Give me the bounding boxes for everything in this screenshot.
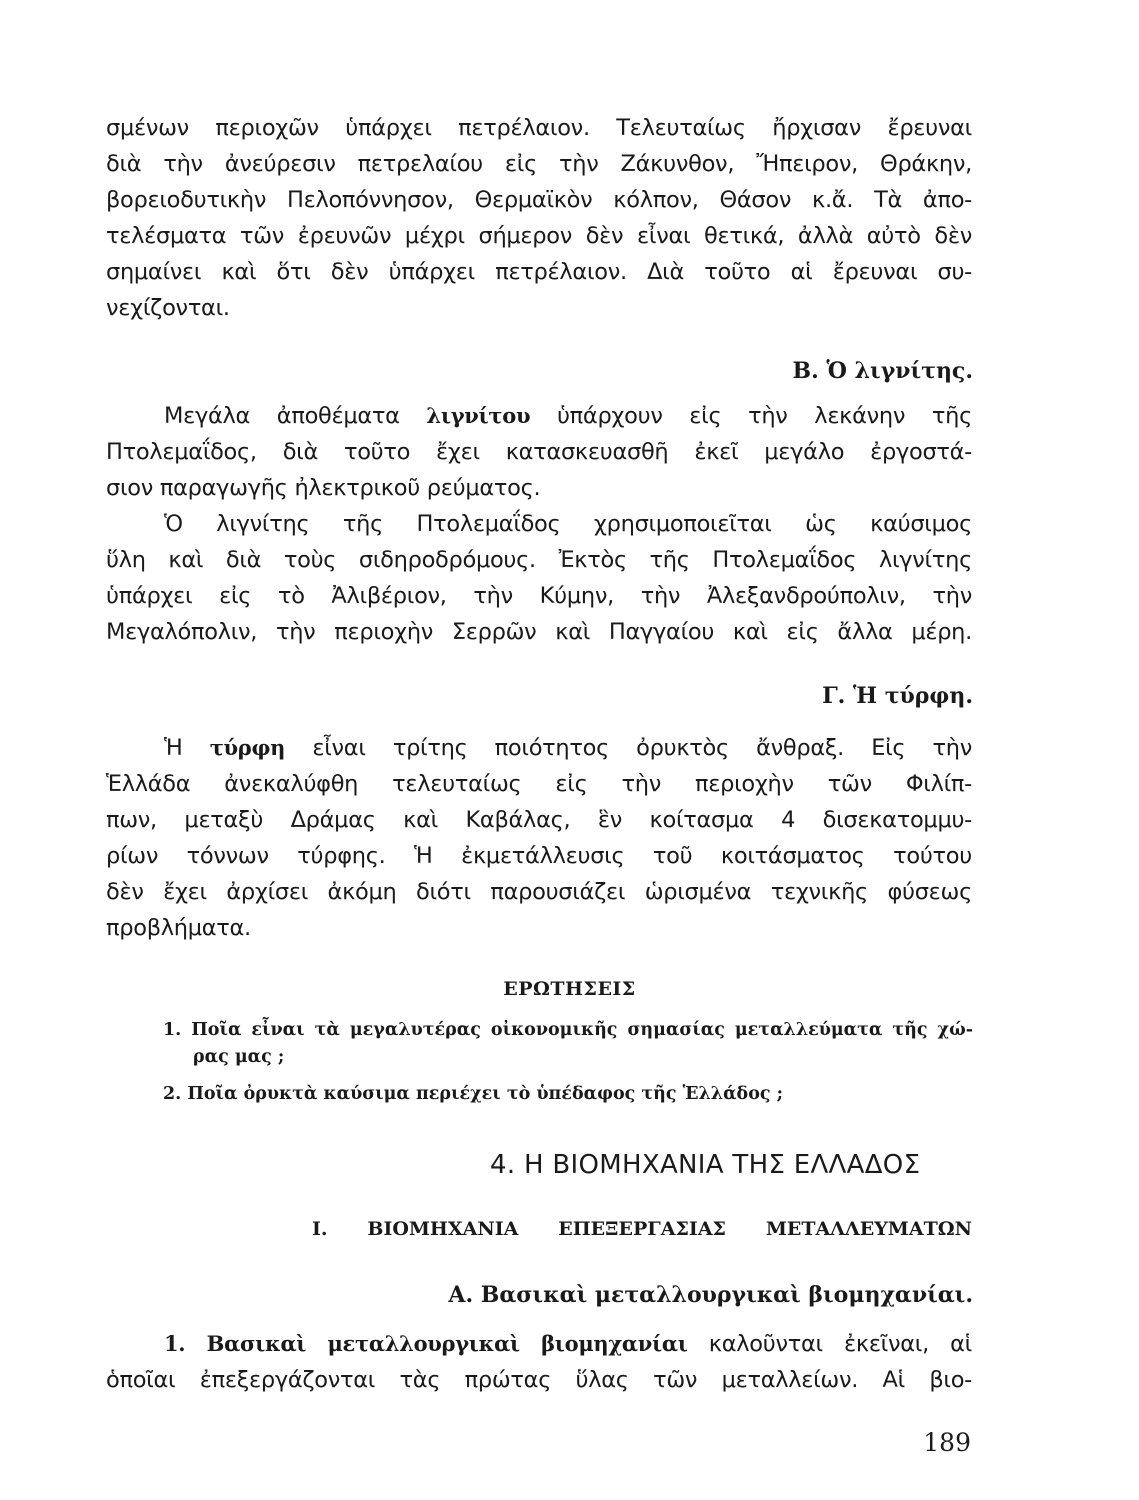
text-line: σημαίνει καὶ ὅτι δὲν ὑπάρχει πετρέλαιον. Διὰ τοῦτο αἱ ἔρευναι συ- [106, 259, 972, 285]
text-line: προβλήματα. [106, 915, 251, 941]
questions-list [163, 1017, 973, 1108]
subsection-title: Α. Βασικαὶ μεταλλουργικαὶ βιομηχανίαι. [448, 1282, 973, 1308]
peat-p-start: Ἡ [164, 735, 183, 761]
text-line: νεχίζονται. [106, 295, 230, 321]
question-1-line-2: ρας μας ; [193, 1047, 285, 1067]
petroleum-paragraph [106, 110, 972, 326]
text-line: βορειοδυτικὴν Πελοπόννησον, Θερμαϊκὸν κόλπον, Θάσον κ.ἄ. Τὰ ἀπο- [106, 187, 972, 213]
peat-p-rest: εἶναι τρίτης ποιότητος ὀρυκτὸς ἄνθραξ. Εἰς τὴν [312, 735, 972, 761]
text-line: Πτολεμαΐδος, διὰ τοῦτο ἔχει κατασκευασθῆ ἐκεῖ μεγάλο ἐργοστά- [106, 439, 972, 465]
text-line: πων, μεταξὺ Δράμας καὶ Καβάλας, ἓν κοίτασμα 4 δισεκατομμυ- [106, 807, 972, 833]
text-line: ρίων τόννων τύρφης. Ἡ ἐκμετάλλευσις τοῦ κοιτάσματος τούτου [106, 843, 972, 869]
lignite-p1-start: Μεγάλα ἀποθέματα [164, 403, 400, 429]
text-line: ὑπάρχει εἰς τὸ Ἀλιβέριον, τὴν Κύμην, τὴν Ἀλεξανδρούπολιν, τὴν [106, 583, 972, 609]
peat-heading: Γ. Ἡ τύρφη. [822, 683, 973, 709]
industry-bold-term: 1. Βασικαὶ μεταλλουργικαὶ βιομηχανίαι [164, 1331, 688, 1356]
text-line: τελέσματα τῶν ἐρευνῶν μέχρι σήμερον δὲν εἶναι θετικά, ἀλλὰ αὐτὸ δὲν [106, 223, 972, 249]
lignite-section [106, 398, 972, 650]
industry-p-rest: καλοῦνται ἐκεῖναι, αἱ [708, 1331, 972, 1357]
question-2: 2. Ποῖα ὀρυκτὰ καύσιμα περιέχει τὸ ὑπέδαφος τῆς Ἑλλάδος ; [163, 1084, 784, 1104]
lignite-heading: Β. Ὁ λιγνίτης. [792, 358, 973, 384]
text-line [106, 1326, 972, 1362]
text-line: ὁποῖαι ἐπεξεργάζονται τὰς πρώτας ὕλας τῶν μεταλλείων. Αἱ βιο- [106, 1367, 972, 1393]
page-number: 189 [923, 1428, 971, 1457]
text-line: σμένων περιοχῶν ὑπάρχει πετρέλαιον. Τελευταίως ἤρχισαν ἔρευναι [106, 115, 972, 141]
section-title: I. ΒΙΟΜΗΧΑΝΙΑ ΕΠΕΞΕΡΓΑΣΙΑΣ ΜΕΤΑΛΛΕΥΜΑΤΩΝ [312, 1218, 972, 1240]
peat-paragraph [106, 730, 972, 946]
text-line: Ὁ λιγνίτης τῆς Πτολεμαΐδος χρησιμοποιεῖται ὡς καύσιμος [164, 511, 972, 537]
text-line [106, 398, 972, 434]
chapter-title: 4. Η ΒΙΟΜΗΧΑΝΙΑ ΤΗΣ ΕΛΛΑΔΟΣ [490, 1150, 921, 1180]
lignite-p1-rest: ὑπάρχουν εἰς τὴν λεκάνην τῆς [556, 403, 972, 429]
industry-paragraph [106, 1326, 972, 1398]
text-line: δὲν ἔχει ἀρχίσει ἀκόμη διότι παρουσιάζει ὡρισμένα τεχνικῆς φύσεως [106, 879, 972, 905]
text-line: διὰ τὴν ἀνεύρεσιν πετρελαίου εἰς τὴν Ζάκυνθον, Ἤπειρον, Θράκην, [106, 151, 972, 177]
questions-title: ΕΡΩΤΗΣΕΙΣ [503, 978, 636, 1000]
lignite-bold-term: λιγνίτου [426, 403, 531, 428]
question-1-line-1: 1. Ποῖα εἶναι τὰ μεγαλυτέρας οἰκονομικῆς σημασίας μεταλλεύματα τῆς χώ- [163, 1020, 973, 1040]
text-line: Μεγαλόπολιν, τὴν περιοχὴν Σερρῶν καὶ Παγγαίου καὶ εἰς ἄλλα μέρη. [106, 619, 972, 645]
text-line: ὕλη καὶ διὰ τοὺς σιδηροδρόμους. Ἐκτὸς τῆς Πτολεμαΐδος λιγνίτης [106, 547, 972, 573]
peat-bold-term: τύρφη [209, 735, 286, 760]
text-line: σιον παραγωγῆς ἠλεκτρικοῦ ρεύματος. [106, 475, 541, 501]
text-line: Ἑλλάδα ἀνεκαλύφθη τελευταίως εἰς τὴν περιοχὴν τῶν Φιλίπ- [106, 771, 972, 797]
text-line [106, 730, 972, 766]
